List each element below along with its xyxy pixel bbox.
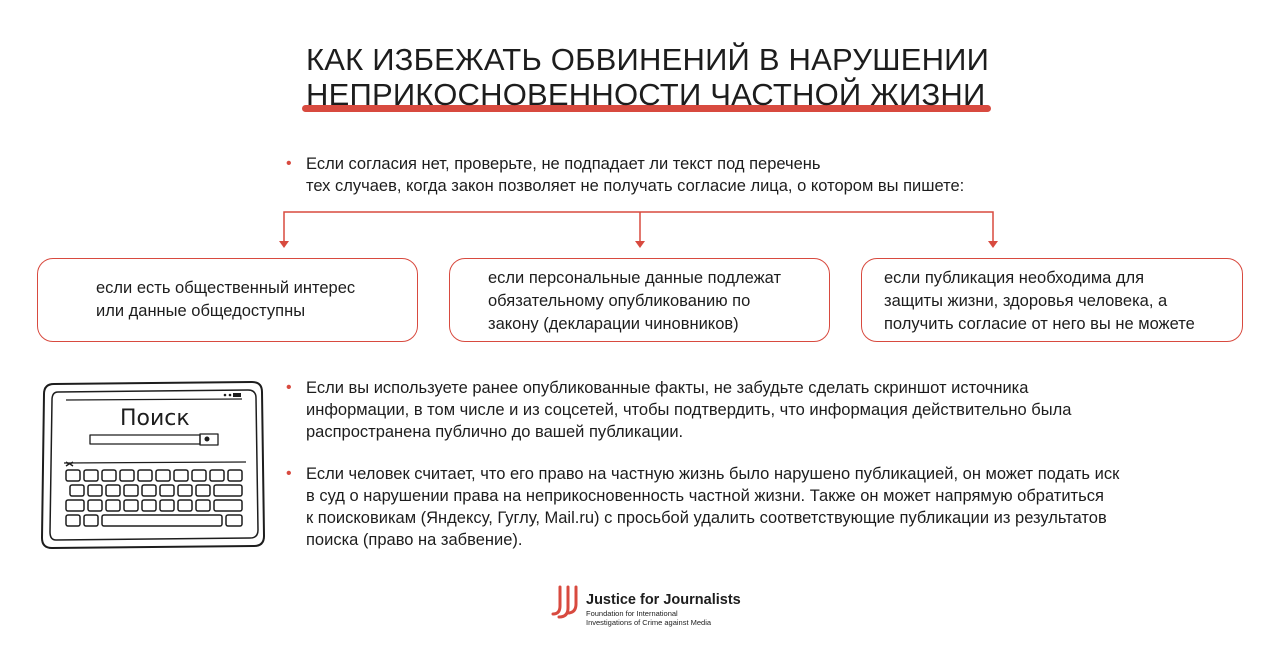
box2-line-2: обязательному опубликованию по [488, 292, 751, 310]
logo-subtitle [586, 609, 711, 627]
screenshot-bullet [286, 377, 1206, 443]
connector-line [284, 212, 993, 244]
logo-sub-line-2: Investigations of Crime against Media [586, 618, 712, 627]
bullet-dot-icon: • [286, 465, 292, 482]
bullet2-line-3: распространена публично до вашей публикации. [306, 423, 684, 441]
tablet-search-label: Поиск [120, 406, 190, 431]
box1-line-2: или данные общедоступны [96, 302, 306, 320]
box2-line-3: закону (декларации чиновников) [488, 315, 739, 333]
logo-name: Justice for Journalists [586, 592, 741, 608]
box3-line-3: получить согласие от него вы не можете [884, 315, 1195, 333]
bullet3-line-3: к поисковикам (Яндексу, Гуглу, Mail.ru) с просьбой удалить соответствующие публикации из результатов [306, 509, 1107, 527]
condition-box-public-interest [37, 258, 418, 342]
keyboard [66, 470, 242, 526]
intro-line-1: Если согласия нет, проверьте, не подпадает ли текст под перечень [306, 155, 821, 173]
search-icon [205, 437, 210, 442]
bullet2-line-1: Если вы используете ранее опубликованные факты, не забудьте сделать скриншот источника [306, 379, 1029, 397]
arrow-left-icon [279, 241, 289, 248]
condition-box-life-protection [861, 258, 1243, 342]
tablet-illustration [40, 378, 266, 550]
box2-line-1: если персональные данные подлежат [488, 269, 782, 287]
title-line-1: КАК ИЗБЕЖАТЬ ОБВИНЕНИЙ В НАРУШЕНИИ [306, 42, 990, 77]
bullet2-line-2: информации, в том числе и из соцсетей, чтобы подтвердить, что информация действительно была [306, 401, 1072, 419]
arrow-middle-icon [635, 241, 645, 248]
jfj-logo-icon [550, 584, 580, 620]
logo-sub-line-1: Foundation for International [586, 609, 678, 618]
arrow-right-icon [988, 241, 998, 248]
bullet-dot-icon: • [286, 379, 292, 396]
bullet3-line-2: в суд о нарушении права на неприкосновенность частной жизни. Также он может напрямую обратиться [306, 487, 1104, 505]
title-line-2-text: НЕПРИКОСНОВЕННОСТИ ЧАСТНОЙ ЖИЗНИ [306, 77, 986, 112]
box3-line-1: если публикация необходима для [884, 269, 1145, 287]
box3-line-2: защиты жизни, здоровья человека, а [884, 292, 1168, 310]
intro-line-2: тех случаев, когда закон позволяет не получать согласие лица, о котором вы пишете: [306, 177, 965, 195]
bullet3-line-4: поиска (право на забвение). [306, 531, 523, 549]
condition-box-mandatory-publication [449, 258, 830, 342]
right-to-be-forgotten-bullet [286, 463, 1206, 551]
box1-line-1: если есть общественный интерес [96, 279, 356, 297]
bullet3-line-1: Если человек считает, что его право на частную жизнь было нарушено публикацией, он может подать иск [306, 465, 1120, 483]
bullet-dot-icon: • [286, 155, 292, 172]
